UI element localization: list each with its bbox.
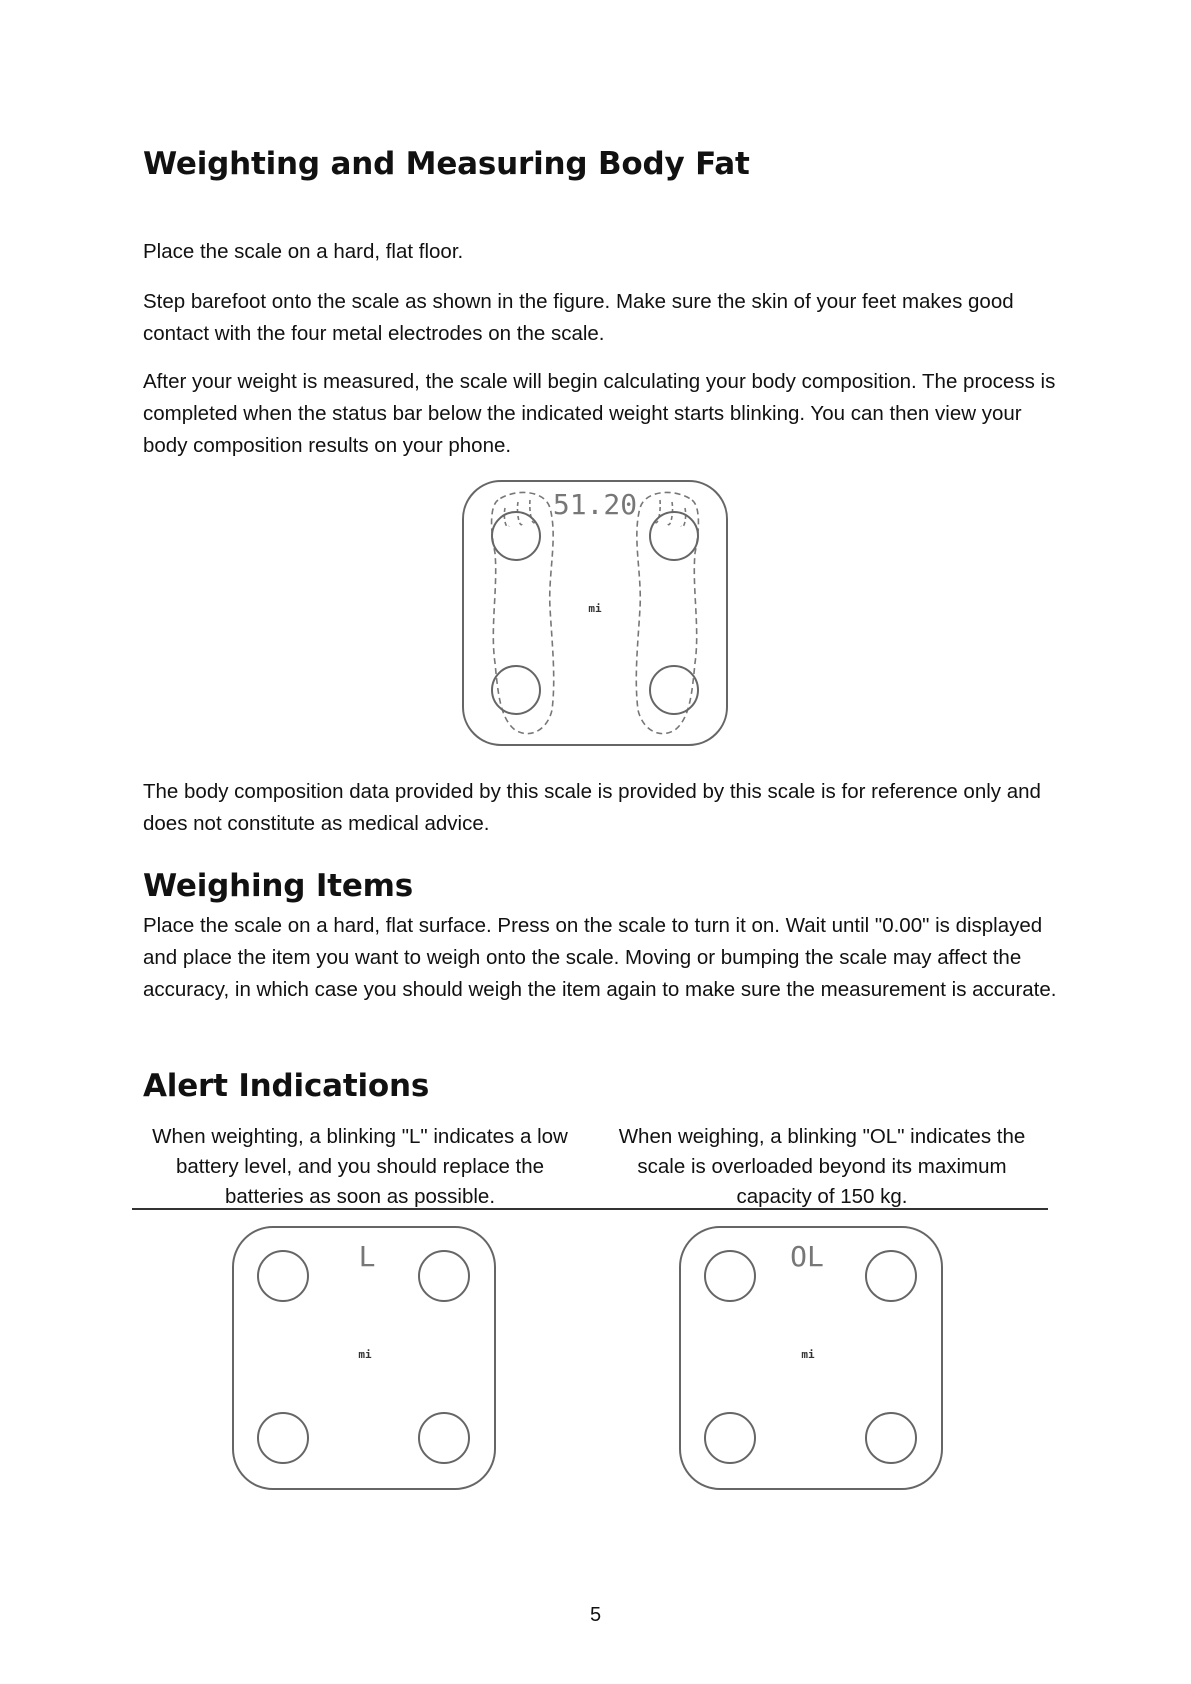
- scale-low-battery-figure: [230, 1224, 498, 1492]
- scale-with-feet-figure: [460, 478, 730, 748]
- scale-display-reading: 51.20: [552, 488, 638, 521]
- section-title-body-fat: Weighting and Measuring Body Fat: [143, 146, 750, 182]
- page-number: 5: [589, 1604, 602, 1626]
- paragraph-place-scale: Place the scale on a hard, flat floor.: [143, 240, 464, 263]
- electrode-top-right: [866, 1251, 916, 1301]
- scale-display-low-battery: L: [358, 1240, 376, 1273]
- paragraph-step-barefoot: Step barefoot onto the scale as shown in the figure. Make sure the skin of your feet makes good contact with the four metal electrodes on the scale.: [143, 290, 1014, 345]
- mi-logo-icon: mi: [801, 1348, 815, 1361]
- section-title-weighing-items: Weighing Items: [143, 868, 414, 904]
- table-divider: [132, 1208, 1048, 1210]
- electrode-bottom-left: [492, 666, 540, 714]
- electrode-top-left: [258, 1251, 308, 1301]
- paragraph-disclaimer: The body composition data provided by this scale is provided by this scale is for reference only and does not constitute as medical advice.: [143, 780, 1041, 835]
- left-foot-outline-icon: [492, 492, 554, 733]
- paragraph-weighing-items: Place the scale on a hard, flat surface. Press on the scale to turn it on. Wait until "0.00" is displayed and place the item you want to weigh onto the scale. Moving or bumping the scale may affect the accuracy, in which case you should weigh the item again to make sure the measurement is accurate.: [143, 914, 1057, 1001]
- electrode-bottom-right: [419, 1413, 469, 1463]
- electrode-top-right: [650, 512, 698, 560]
- electrode-bottom-left: [705, 1413, 755, 1463]
- electrode-bottom-left: [258, 1413, 308, 1463]
- electrode-bottom-right: [650, 666, 698, 714]
- electrode-top-right: [419, 1251, 469, 1301]
- electrode-top-left: [705, 1251, 755, 1301]
- scale-display-overload: OL: [790, 1240, 824, 1273]
- electrode-bottom-right: [866, 1413, 916, 1463]
- scale-overload-figure: [677, 1224, 945, 1492]
- section-title-alert-indications: Alert Indications: [143, 1068, 430, 1104]
- paragraph-body-composition: After your weight is measured, the scale will begin calculating your body composition. The process is completed when the status bar below the indicated weight starts blinking. You can then view your body composition results on your phone.: [143, 370, 1056, 457]
- mi-logo-icon: mi: [358, 1348, 372, 1361]
- mi-logo-icon: mi: [588, 602, 602, 615]
- right-foot-outline-icon: [636, 492, 698, 733]
- alert-low-battery-text: When weighting, a blinking "L" indicates a low battery level, and you should replace the batteries as soon as possible.: [152, 1125, 568, 1208]
- alert-overload-text: When weighing, a blinking "OL" indicates the scale is overloaded beyond its maximum capacity of 150 kg.: [618, 1125, 1026, 1208]
- electrode-top-left: [492, 512, 540, 560]
